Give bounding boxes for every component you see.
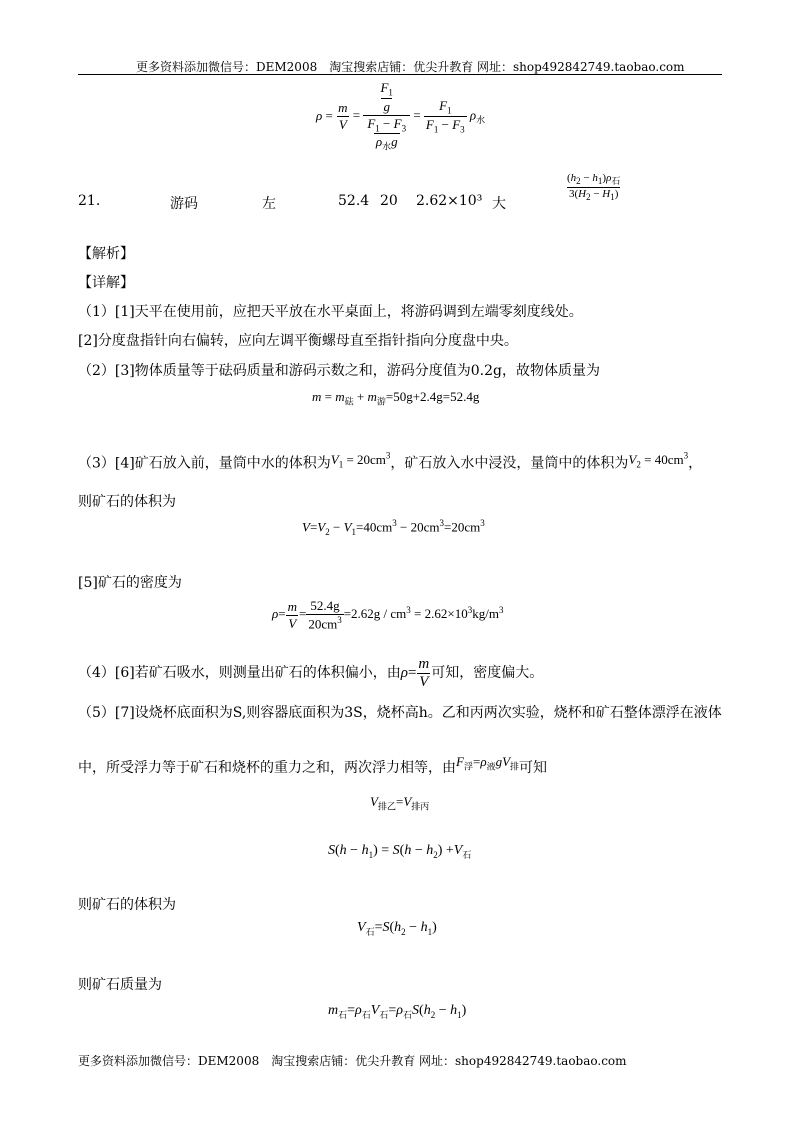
paragraph-3: （2）[3]物体质量等于砝码质量和游码示数之和，游码分度值为0.2g，故物体质量为	[78, 363, 600, 379]
formula-v-equal: $V_{排乙}=V_{排丙}$	[370, 794, 430, 812]
paragraph-4-part-a: （3）[4]矿石放入前，量筒中水的体积为	[78, 455, 331, 472]
formula-v1: $V_1 = 20cm^3$	[330, 451, 391, 470]
formula-density-buoyancy: ρ = $\frac{m}{V}$ = $\frac{\frac{F_1}{g}}{\frac{F_1 - F_3}{\rho_水g}}$ = $\frac{F_1}{F_1 - F_3}$ $\rho_水$	[316, 80, 486, 152]
paragraph-1: （1）[1]天平在使用前，应把天平放在水平桌面上，将游码调到左端零刻度线处。	[78, 304, 583, 320]
paragraph-7-part-a: （4）[6]若矿石吸水，则测量出矿石的体积偏小，由	[78, 664, 401, 681]
header-rule	[78, 74, 722, 75]
formula-buoyancy: $F_浮=\rho_液gV_排$	[456, 754, 520, 772]
answer-3: 52.4	[338, 193, 370, 209]
paragraph-9-part-a: 中，所受浮力等于矿石和烧杯的重力之和，两次浮力相等，由	[78, 760, 456, 776]
formula-density-result: ρ= $\frac{m}{V}$ = $\frac{52.4g}{20cm^3}$ $=2.62g / cm^3 = 2.62\times 10^3kg/m^3$	[272, 598, 504, 632]
formula-v-stone: $V_石=S(h_2 - h_1)$	[357, 920, 437, 937]
paragraph-10: 则矿石的体积为	[78, 897, 176, 913]
question-number: 21.	[78, 193, 101, 209]
formula-s-h: $S(h - h_1) = S(h - h_2) +V_石$	[328, 843, 472, 860]
paragraph-7-part-b: 可知，密度偏大。	[431, 664, 544, 681]
paragraph-11: 则矿石质量为	[78, 977, 162, 993]
paragraph-4	[78, 451, 702, 472]
answer-4: 20	[380, 193, 398, 209]
paragraph-8: （5）[7]设烧杯底面积为S,则容器底面积为3S，烧杯高h。乙和丙两次实验，烧杯和矿石整体漂浮在液体	[78, 705, 722, 721]
paragraph-6: [5]矿石的密度为	[78, 575, 182, 591]
formula-rho-inline: ρ= $\frac{m}{V}$	[400, 656, 430, 690]
paragraph-9-part-b: 可知	[519, 760, 548, 776]
page-footer: 更多资料添加微信号：DEM2008 淘宝搜索店铺：优尖升教育 网址：shop492842749.taobao.com	[78, 1054, 627, 1068]
formula-mass: $m = m_砝 + m_游=50g+2.4g=52.4g$	[312, 389, 480, 407]
paragraph-5: 则矿石的体积为	[78, 494, 176, 510]
formula-m-stone: $m_石=\rho_石V_石=\rho_石S(h_2 - h_1)$	[328, 1003, 467, 1020]
answer-6: 大	[492, 196, 506, 212]
paragraph-9	[78, 754, 547, 777]
answer-2: 左	[262, 196, 276, 212]
section-detail: 【详解】	[78, 275, 134, 291]
formula-v2: $V_2 = 40cm^3$	[628, 451, 689, 470]
paragraph-4-part-b: ，矿石放入水中浸没，量筒中的体积为	[390, 455, 629, 472]
page-header: 更多资料添加微信号：DEM2008 淘宝搜索店铺：优尖升教育 网址：shop492842749.taobao.com	[136, 60, 685, 74]
answer-1: 游码	[170, 196, 198, 212]
answer-7-formula: $\frac{(h_2 - h_1)\rho_石}{3(H_2 - H_1)}$	[567, 172, 621, 203]
paragraph-7	[78, 656, 543, 691]
section-analysis: 【解析】	[78, 246, 134, 262]
paragraph-4-part-c: ，	[688, 455, 703, 472]
paragraph-2: [2]分度盘指针向右偏转，应向左调平衡螺母直至指针指向分度盘中央。	[78, 333, 518, 349]
answer-5: 2.62×10³	[416, 193, 483, 209]
formula-volume: $V=V_2 - V_1=40cm^3 - 20cm^3=20cm^3$	[302, 518, 485, 537]
